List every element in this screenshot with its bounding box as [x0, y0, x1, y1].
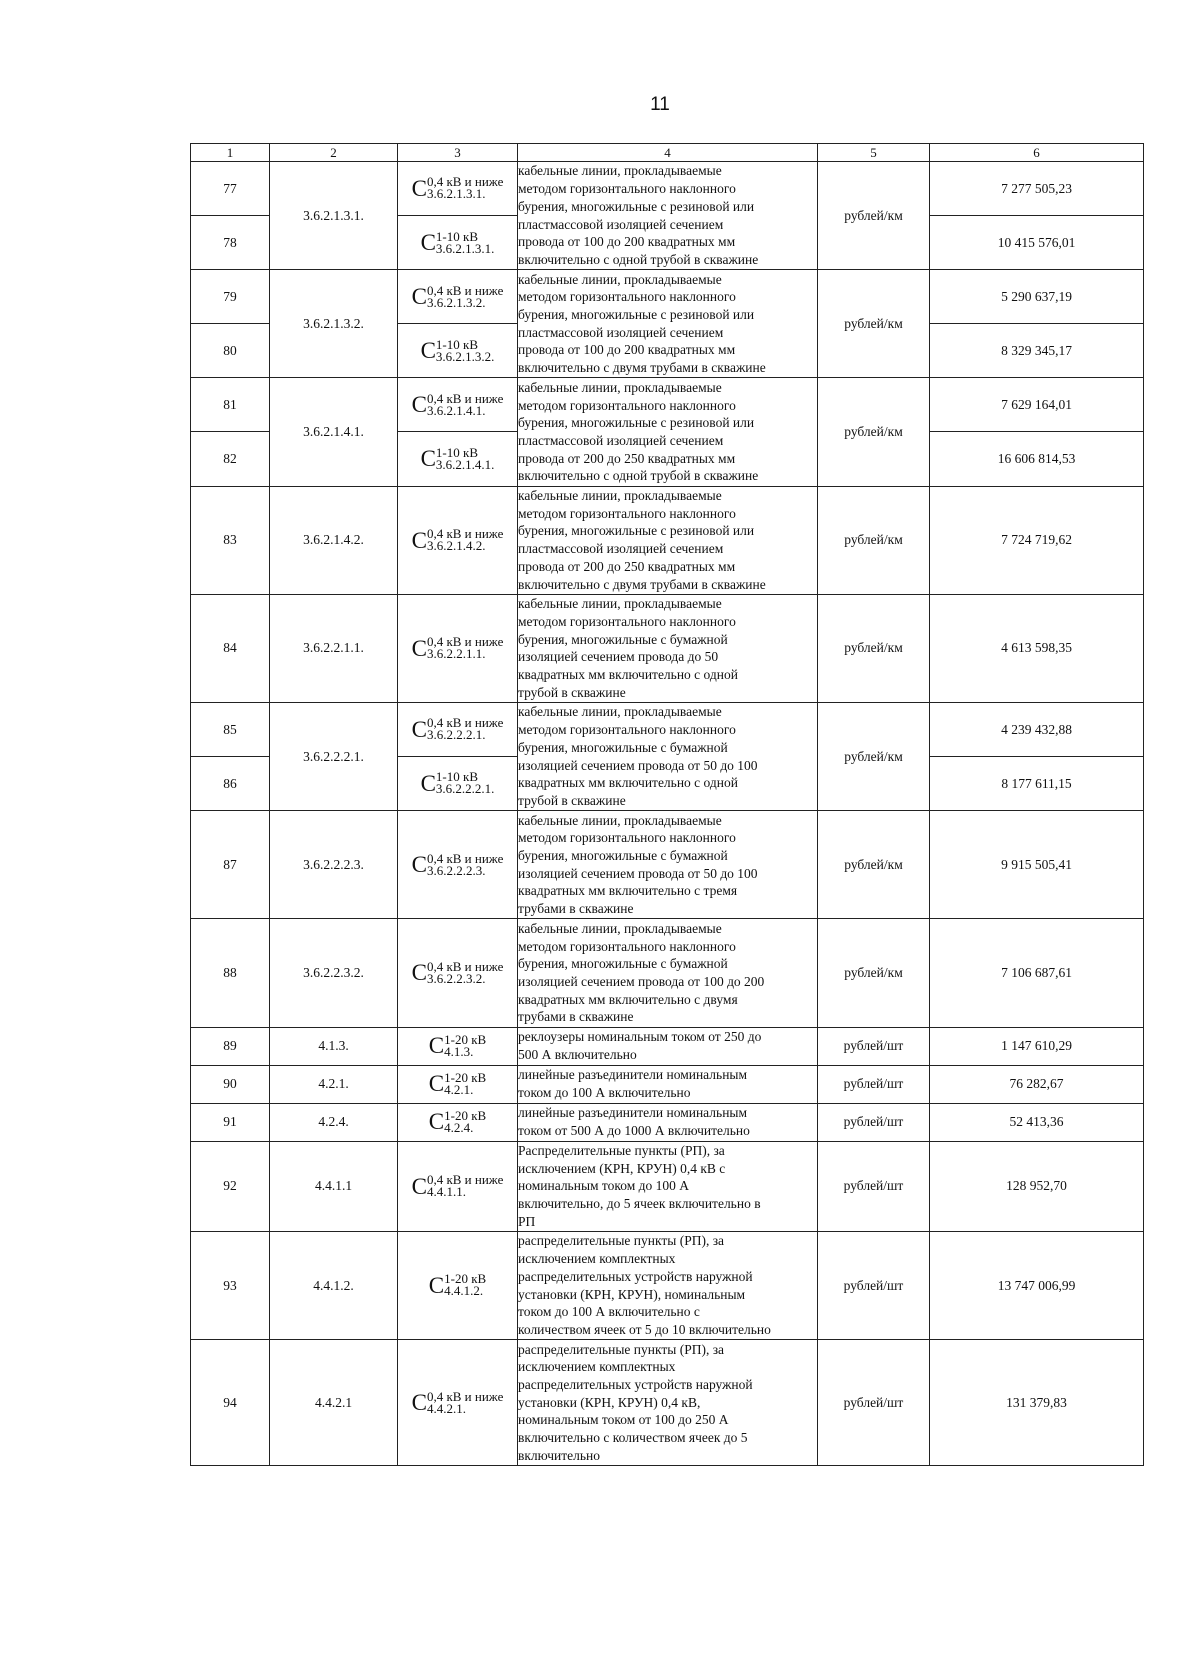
description-line: изоляцией сечением провода от 50 до 100: [518, 757, 758, 773]
row-value: 131 379,83: [930, 1340, 1144, 1466]
tariff-symbol-letter: C: [428, 1109, 445, 1135]
row-description: [518, 1232, 818, 1340]
row-value: 128 952,70: [930, 1141, 1144, 1232]
tariff-symbol: [398, 702, 518, 756]
description-line: пластмассовой изоляцией сечением: [518, 324, 724, 340]
table-row: [191, 702, 1144, 756]
voltage-superscript: 1-20 кВ: [444, 1271, 487, 1287]
description-line: распределительных устройств наружной: [518, 1377, 753, 1393]
tariff-symbol-letter: C: [411, 852, 427, 878]
tariff-symbol: [398, 919, 518, 1027]
code-subscript: 4.4.2.1.: [426, 1400, 466, 1416]
description-line: квадратных мм включительно с тремя: [518, 883, 738, 899]
description-line: бурения, многожильные с резиновой или: [518, 415, 755, 431]
description-line: кабельные линии, прокладываемые: [518, 488, 722, 504]
row-description: [518, 594, 818, 702]
description-line: бурения, многожильные с бумажной: [518, 956, 728, 972]
tariff-symbol-indices: [435, 444, 495, 472]
voltage-superscript: 0,4 кВ и ниже: [426, 715, 504, 731]
tariff-symbol-group: [428, 1031, 487, 1059]
voltage-superscript: 1-10 кВ: [435, 336, 478, 352]
row-value: 7 724 719,62: [930, 486, 1144, 594]
description-line: трубами в скважине: [518, 1009, 634, 1025]
voltage-superscript: 0,4 кВ и ниже: [426, 1172, 504, 1188]
column-header-2: 2: [270, 144, 398, 162]
description-line: Распределительные пункты (РП), за: [518, 1142, 725, 1158]
tariff-symbol-group: [412, 528, 504, 552]
tariff-symbol-indices: [444, 1107, 487, 1135]
row-number: 92: [191, 1141, 270, 1232]
tariff-symbol-indices: [444, 1273, 486, 1297]
code-subscript: 3.6.2.1.4.2.: [426, 538, 486, 554]
voltage-superscript: 1-20 кВ: [444, 1069, 487, 1085]
description-line: линейные разъединители номинальным: [518, 1067, 748, 1083]
description-line: трубой в скважине: [518, 792, 626, 808]
code-subscript: 3.6.2.2.1.1.: [426, 646, 486, 662]
code-subscript: 3.6.2.1.4.1.: [426, 402, 486, 418]
row-unit: рублей/км: [818, 594, 930, 702]
table-row: [191, 811, 1144, 919]
row-code: 4.4.1.2.: [270, 1232, 398, 1340]
code-subscript: 3.6.2.1.3.1.: [435, 240, 495, 256]
table-row: [191, 1065, 1144, 1103]
code-subscript: 4.2.4.: [444, 1119, 474, 1135]
description-line: изоляцией сечением провода от 100 до 200: [518, 973, 765, 989]
description-line: квадратных мм включительно с двумя: [518, 991, 738, 1007]
description-line: провода от 100 до 200 квадратных мм: [518, 342, 736, 358]
table-row: [191, 1340, 1144, 1466]
description-line: кабельные линии, прокладываемые: [518, 920, 722, 936]
table-row: [191, 162, 1144, 216]
code-subscript: 3.6.2.2.2.1.: [435, 781, 495, 797]
description-line: включительно с двумя трубами в скважине: [518, 576, 766, 592]
description-line: включительно, до 5 ячеек включительно в: [518, 1196, 761, 1212]
tariff-symbol: [398, 811, 518, 919]
tariff-symbol-letter: C: [411, 716, 427, 742]
tariff-symbol-indices: [426, 850, 504, 878]
tariff-symbol-indices: [427, 528, 503, 552]
row-number: 81: [191, 378, 270, 432]
description-line: номинальным током до 100 А: [518, 1178, 690, 1194]
row-value: 7 277 505,23: [930, 162, 1144, 216]
description-line: током от 500 А до 1000 А включительно: [518, 1123, 750, 1138]
row-value: 7 629 164,01: [930, 378, 1144, 432]
tariff-symbol-letter: C: [428, 1033, 445, 1059]
row-value: 76 282,67: [930, 1065, 1144, 1103]
description-line: методом горизонтального наклонного: [518, 289, 736, 305]
tariff-symbol: [398, 486, 518, 594]
tariff-symbol: [398, 1103, 518, 1141]
code-subscript: 4.1.3.: [444, 1043, 474, 1059]
tariff-symbol-group: [428, 1069, 487, 1097]
voltage-superscript: 1-10 кВ: [435, 444, 478, 460]
row-description: [518, 919, 818, 1027]
row-description: [518, 378, 818, 486]
voltage-superscript: 1-20 кВ: [444, 1107, 487, 1123]
code-subscript: 4.4.1.1.: [426, 1184, 466, 1200]
tariff-symbol: [398, 1340, 518, 1466]
tariff-table: [190, 143, 1144, 1466]
row-value: 4 239 432,88: [930, 702, 1144, 756]
tariff-symbol: [398, 1232, 518, 1340]
description-line: кабельные линии, прокладываемые: [518, 163, 722, 179]
row-unit: рублей/км: [818, 919, 930, 1027]
column-header-3: 3: [398, 144, 518, 162]
row-unit: рублей/шт: [818, 1232, 930, 1340]
row-unit: рублей/шт: [818, 1065, 930, 1103]
row-description: [518, 486, 818, 594]
code-subscript: 3.6.2.2.2.1.: [426, 727, 486, 743]
tariff-symbol-letter: C: [411, 527, 427, 553]
table-row: [191, 1027, 1144, 1065]
description-line: исключением (КРН, КРУН) 0,4 кВ с: [518, 1160, 726, 1176]
description-line: установки (КРН, КРУН), номинальным: [518, 1286, 746, 1302]
tariff-symbol-group: [411, 958, 504, 986]
row-number: 79: [191, 270, 270, 324]
description-line: методом горизонтального наклонного: [518, 397, 736, 413]
row-description: [518, 270, 818, 378]
tariff-symbol-letter: C: [411, 284, 427, 310]
code-subscript: 4.4.1.2.: [444, 1283, 484, 1299]
row-number: 78: [191, 216, 270, 270]
row-value: 4 613 598,35: [930, 594, 1144, 702]
row-number: 82: [191, 432, 270, 486]
table-row: [191, 1103, 1144, 1141]
description-line: РП: [518, 1213, 536, 1229]
row-number: 94: [191, 1340, 270, 1466]
row-unit: рублей/км: [818, 702, 930, 810]
tariff-symbol: [398, 324, 518, 378]
tariff-symbol-indices: [444, 1031, 487, 1059]
row-code: 3.6.2.2.2.1.: [270, 702, 398, 810]
voltage-superscript: 1-20 кВ: [444, 1031, 487, 1047]
description-line: включительно с одной трубой в скважине: [518, 468, 759, 484]
row-code: 3.6.2.1.4.1.: [270, 378, 398, 486]
row-code: 4.2.1.: [270, 1065, 398, 1103]
description-line: изоляцией сечением провода до 50: [518, 649, 719, 665]
tariff-symbol-letter: C: [411, 960, 427, 986]
row-unit: рублей/км: [818, 811, 930, 919]
row-number: 87: [191, 811, 270, 919]
voltage-superscript: 0,4 кВ и ниже: [426, 634, 504, 650]
row-value: 1 147 610,29: [930, 1027, 1144, 1065]
tariff-symbol: [398, 1141, 518, 1232]
tariff-symbol-group: [412, 717, 504, 741]
column-header-1: 1: [191, 144, 270, 162]
description-line: изоляцией сечением провода от 50 до 100: [518, 865, 758, 881]
row-code: 3.6.2.2.3.2.: [270, 919, 398, 1027]
row-code: 3.6.2.1.3.2.: [270, 270, 398, 378]
row-description: [518, 1141, 818, 1232]
description-line: методом горизонтального наклонного: [518, 830, 736, 846]
table-row: [191, 486, 1144, 594]
tariff-symbol-letter: C: [411, 1390, 427, 1416]
row-number: 91: [191, 1103, 270, 1141]
row-description: [518, 1065, 818, 1103]
row-value: 5 290 637,19: [930, 270, 1144, 324]
description-line: бурения, многожильные с бумажной: [518, 848, 728, 864]
description-line: реклоузеры номинальным током от 250 до: [518, 1029, 762, 1045]
description-line: бурения, многожильные с резиновой или: [518, 523, 755, 539]
row-value: 7 106 687,61: [930, 919, 1144, 1027]
tariff-symbol: [398, 1065, 518, 1103]
row-unit: рублей/шт: [818, 1027, 930, 1065]
table-row: [191, 594, 1144, 702]
row-number: 83: [191, 486, 270, 594]
tariff-symbol-letter: C: [411, 635, 427, 661]
description-line: включительно с одной трубой в скважине: [518, 252, 759, 267]
row-code: 3.6.2.1.4.2.: [270, 486, 398, 594]
description-line: пластмассовой изоляцией сечением: [518, 541, 724, 557]
row-description: [518, 811, 818, 919]
voltage-superscript: 0,4 кВ и ниже: [426, 390, 504, 406]
tariff-symbol-group: [420, 228, 495, 256]
description-line: установки (КРН, КРУН) 0,4 кВ,: [518, 1394, 701, 1410]
description-line: трубами в скважине: [518, 901, 634, 917]
tariff-symbol: [398, 432, 518, 486]
code-subscript: 3.6.2.2.2.3.: [426, 862, 486, 878]
tariff-symbol-indices: [426, 390, 504, 418]
description-line: провода от 100 до 200 квадратных мм: [518, 234, 736, 250]
row-description: [518, 1340, 818, 1466]
table-body: [191, 162, 1144, 1466]
description-line: номинальным током от 100 до 250 А: [518, 1412, 729, 1428]
row-number: 86: [191, 757, 270, 811]
row-value: 8 329 345,17: [930, 324, 1144, 378]
description-line: бурения, многожильные с резиновой или: [518, 307, 755, 323]
row-unit: рублей/км: [818, 378, 930, 486]
row-number: 77: [191, 162, 270, 216]
row-code: 3.6.2.2.1.1.: [270, 594, 398, 702]
row-description: [518, 1103, 818, 1141]
description-line: линейные разъединители номинальным: [518, 1105, 748, 1121]
description-line: бурения, многожильные с бумажной: [518, 739, 728, 755]
description-line: трубой в скважине: [518, 684, 626, 700]
description-line: провода от 200 до 250 квадратных мм: [518, 450, 736, 466]
tariff-symbol: [398, 162, 518, 216]
description-line: бурения, многожильные с резиновой или: [518, 198, 755, 214]
tariff-symbol-group: [411, 1388, 504, 1416]
column-header-6: 6: [930, 144, 1144, 162]
description-line: пластмассовой изоляцией сечением: [518, 432, 724, 448]
row-unit: рублей/км: [818, 486, 930, 594]
row-unit: рублей/шт: [818, 1103, 930, 1141]
tariff-symbol-group: [411, 282, 504, 310]
column-header-4: 4: [518, 144, 818, 162]
row-number: 80: [191, 324, 270, 378]
table-row: [191, 270, 1144, 324]
tariff-symbol: [398, 270, 518, 324]
tariff-symbol-group: [412, 636, 504, 660]
tariff-symbol: [398, 1027, 518, 1065]
tariff-symbol-indices: [435, 228, 495, 256]
row-number: 88: [191, 919, 270, 1027]
tariff-symbol-indices: [427, 1174, 503, 1198]
voltage-superscript: 0,4 кВ и ниже: [426, 174, 504, 190]
code-subscript: 3.6.2.1.3.1.: [426, 186, 486, 202]
description-line: квадратных мм включительно с одной: [518, 775, 738, 791]
description-line: методом горизонтального наклонного: [518, 505, 736, 521]
row-code: 3.6.2.1.3.1.: [270, 162, 398, 270]
description-line: методом горизонтального наклонного: [518, 613, 736, 629]
tariff-symbol-letter: C: [411, 392, 427, 418]
tariff-symbol-letter: C: [428, 1071, 445, 1097]
table-row: [191, 1232, 1144, 1340]
description-line: включительно с двумя трубами в скважине: [518, 360, 766, 376]
voltage-superscript: 0,4 кВ и ниже: [426, 958, 504, 974]
row-number: 90: [191, 1065, 270, 1103]
voltage-superscript: 1-10 кВ: [435, 769, 478, 785]
row-code: 3.6.2.2.2.3.: [270, 811, 398, 919]
description-line: включительно: [518, 1447, 601, 1463]
row-number: 85: [191, 702, 270, 756]
tariff-symbol-indices: [435, 336, 495, 364]
description-line: методом горизонтального наклонного: [518, 722, 736, 738]
row-unit: рублей/шт: [818, 1141, 930, 1232]
row-value: 13 747 006,99: [930, 1232, 1144, 1340]
tariff-symbol-group: [412, 1174, 504, 1198]
code-subscript: 3.6.2.1.3.2.: [435, 348, 495, 364]
tariff-symbol: [398, 216, 518, 270]
description-line: включительно с количеством ячеек до 5: [518, 1430, 748, 1446]
page-number: 11: [650, 94, 670, 115]
description-line: квадратных мм включительно с одной: [518, 667, 738, 683]
table-row: [191, 919, 1144, 1027]
description-line: 500 А включительно: [518, 1047, 637, 1062]
tariff-symbol-letter: C: [428, 1272, 445, 1298]
row-code: 4.4.2.1: [270, 1340, 398, 1466]
row-value: 52 413,36: [930, 1103, 1144, 1141]
description-line: кабельные линии, прокладываемые: [518, 704, 722, 720]
tariff-symbol-letter: C: [420, 338, 436, 364]
tariff-symbol: [398, 378, 518, 432]
row-unit: рублей/км: [818, 270, 930, 378]
row-code: 4.4.1.1: [270, 1141, 398, 1232]
tariff-symbol-letter: C: [411, 1173, 427, 1199]
description-line: исключением комплектных: [518, 1251, 676, 1267]
row-number: 84: [191, 594, 270, 702]
description-line: кабельные линии, прокладываемые: [518, 812, 722, 828]
table-row: [191, 378, 1144, 432]
tariff-symbol-indices: [427, 717, 503, 741]
tariff-symbol-group: [411, 850, 504, 878]
table-row: [191, 1141, 1144, 1232]
description-line: методом горизонтального наклонного: [518, 938, 736, 954]
tariff-symbol-indices: [427, 176, 503, 200]
description-line: бурения, многожильные с бумажной: [518, 631, 728, 647]
code-subscript: 3.6.2.1.3.2.: [426, 294, 486, 310]
tariff-symbol-letter: C: [420, 230, 436, 256]
row-number: 89: [191, 1027, 270, 1065]
voltage-superscript: 0,4 кВ и ниже: [426, 1388, 504, 1404]
description-line: распределительные пункты (РП), за: [518, 1233, 725, 1249]
tariff-symbol-group: [421, 771, 495, 795]
row-unit: рублей/км: [818, 162, 930, 270]
voltage-superscript: 0,4 кВ и ниже: [426, 282, 504, 298]
tariff-symbol-group: [429, 1273, 486, 1297]
row-description: [518, 702, 818, 810]
row-value: 10 415 576,01: [930, 216, 1144, 270]
table-header-row: [191, 144, 1144, 162]
tariff-symbol-letter: C: [420, 446, 436, 472]
tariff-symbol-indices: [427, 636, 503, 660]
description-line: распределительные пункты (РП), за: [518, 1341, 725, 1357]
tariff-symbol-letter: C: [411, 175, 427, 201]
row-value: 8 177 611,15: [930, 757, 1144, 811]
description-line: методом горизонтального наклонного: [518, 181, 736, 197]
voltage-superscript: 1-10 кВ: [435, 228, 478, 244]
row-number: 93: [191, 1232, 270, 1340]
description-line: кабельные линии, прокладываемые: [518, 596, 722, 612]
description-line: током до 100 А включительно с: [518, 1304, 700, 1320]
tariff-symbol: [398, 594, 518, 702]
description-line: кабельные линии, прокладываемые: [518, 271, 722, 287]
row-description: [518, 1027, 818, 1065]
voltage-superscript: 0,4 кВ и ниже: [426, 526, 504, 542]
row-value: 9 915 505,41: [930, 811, 1144, 919]
tariff-symbol-group: [411, 390, 504, 418]
row-code: 4.1.3.: [270, 1027, 398, 1065]
row-description: [518, 162, 818, 270]
tariff-symbol-group: [420, 444, 495, 472]
tariff-symbol: [398, 757, 518, 811]
row-unit: рублей/шт: [818, 1340, 930, 1466]
tariff-symbol-indices: [426, 958, 504, 986]
description-line: пластмассовой изоляцией сечением: [518, 216, 724, 232]
row-value: 16 606 814,53: [930, 432, 1144, 486]
tariff-symbol-letter: C: [420, 770, 436, 796]
code-subscript: 3.6.2.2.3.2.: [426, 970, 486, 986]
tariff-symbol-indices: [444, 1069, 487, 1097]
code-subscript: 3.6.2.1.4.1.: [435, 456, 495, 472]
voltage-superscript: 0,4 кВ и ниже: [426, 850, 504, 866]
tariff-symbol-group: [428, 1107, 487, 1135]
description-line: током до 100 А включительно: [518, 1085, 691, 1100]
description-line: провода от 200 до 250 квадратных мм: [518, 558, 736, 574]
description-line: исключением комплектных: [518, 1359, 676, 1375]
description-line: кабельные линии, прокладываемые: [518, 379, 722, 395]
row-code: 4.2.4.: [270, 1103, 398, 1141]
tariff-symbol-group: [412, 176, 504, 200]
code-subscript: 4.2.1.: [444, 1081, 474, 1097]
column-header-5: 5: [818, 144, 930, 162]
tariff-symbol-indices: [436, 771, 495, 795]
tariff-symbol-indices: [426, 1388, 504, 1416]
tariff-symbol-group: [420, 336, 495, 364]
description-line: распределительных устройств наружной: [518, 1268, 753, 1284]
description-line: количеством ячеек от 5 до 10 включительно: [518, 1322, 771, 1337]
tariff-symbol-indices: [426, 282, 504, 310]
